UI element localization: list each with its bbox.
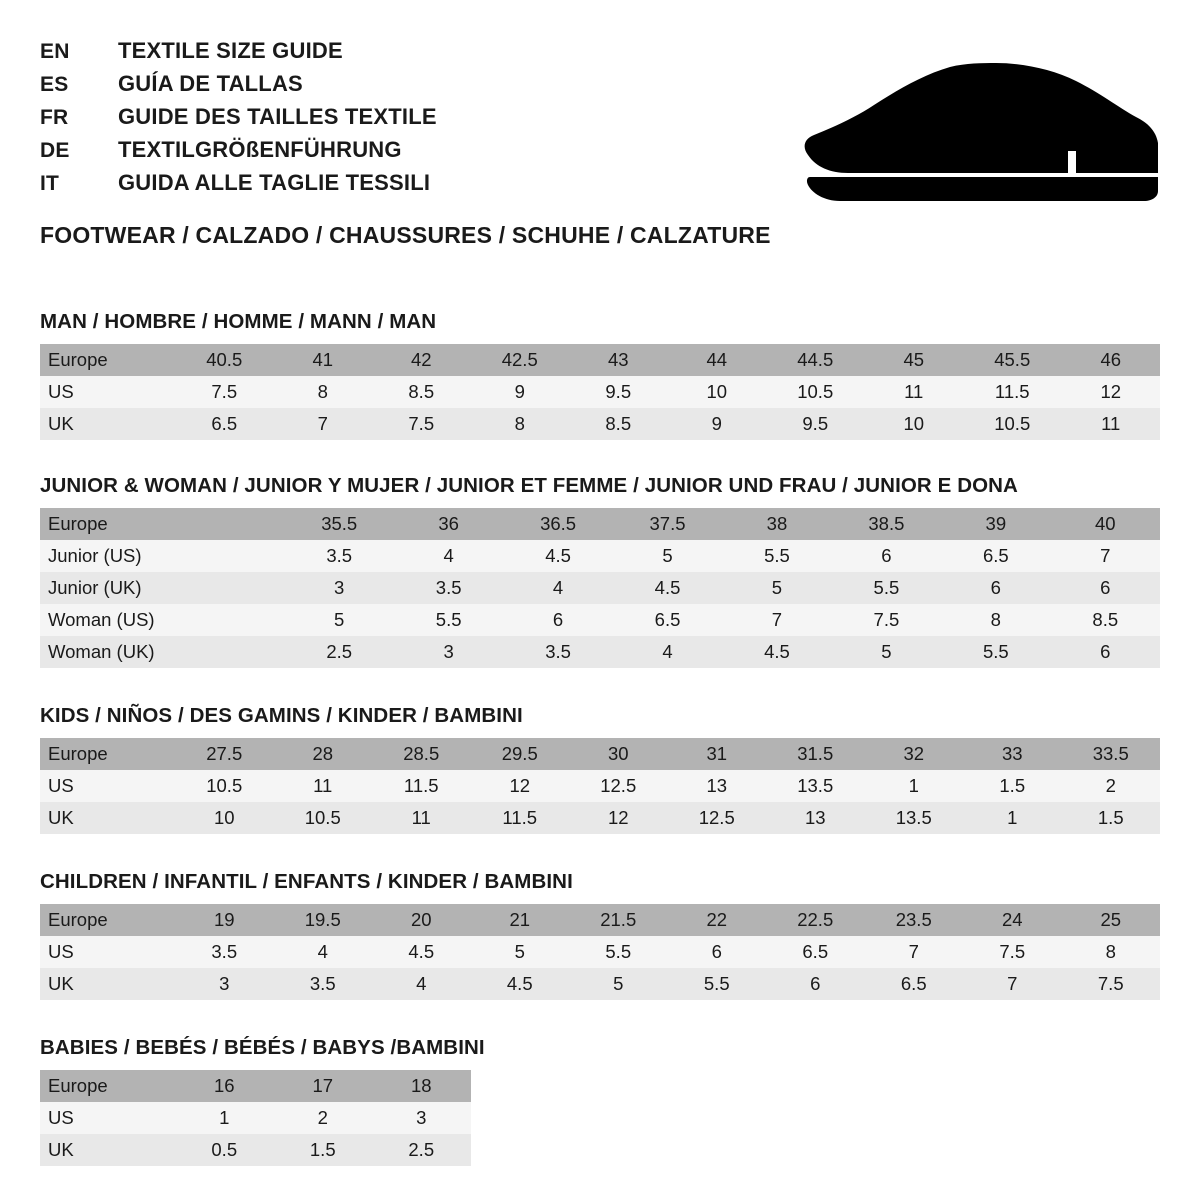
cell: 42.5 (471, 344, 570, 376)
cell: 12 (569, 802, 668, 834)
row-label: US (40, 376, 175, 408)
cell: 6 (668, 936, 767, 968)
cell: 25 (1062, 904, 1161, 936)
cell: 46 (1062, 344, 1161, 376)
cell: 44.5 (766, 344, 865, 376)
section-title-babies: BABIES / BEBÉS / BÉBÉS / BABYS /BAMBINI (40, 1036, 485, 1059)
cell: 5.5 (668, 968, 767, 1000)
table-row (40, 508, 1160, 540)
section-junior-woman (40, 474, 1160, 668)
cell: 6 (1051, 572, 1160, 604)
size-table-babies (40, 1070, 471, 1166)
cell: 5 (569, 968, 668, 1000)
cell: 40.5 (175, 344, 274, 376)
cell: 5 (832, 636, 941, 668)
cell: 12 (1062, 376, 1161, 408)
cell: 11.5 (471, 802, 570, 834)
cell: 13 (668, 770, 767, 802)
cell: 11.5 (963, 376, 1062, 408)
cell: 30 (569, 738, 668, 770)
cell: 3.5 (284, 540, 393, 572)
language-code: DE (40, 139, 70, 162)
cell: 12 (471, 770, 570, 802)
cell: 6 (941, 572, 1050, 604)
cell: 7.5 (175, 376, 274, 408)
cell: 33.5 (1062, 738, 1161, 770)
section-title-kids: KIDS / NIÑOS / DES GAMINS / KINDER / BAMBINI (40, 704, 523, 727)
cell: 5.5 (569, 936, 668, 968)
cell: 38.5 (832, 508, 941, 540)
cell: 10 (668, 376, 767, 408)
cell: 4 (613, 636, 722, 668)
cell: 1 (175, 1102, 274, 1134)
cell: 44 (668, 344, 767, 376)
language-row-it (40, 170, 437, 203)
table-row (40, 936, 1160, 968)
language-code: FR (40, 106, 69, 129)
row-label: Europe (40, 738, 175, 770)
cell: 0.5 (175, 1134, 274, 1166)
cell: 9.5 (569, 376, 668, 408)
size-table-kids (40, 738, 1160, 834)
section-babies (40, 1036, 1160, 1166)
cell: 5.5 (394, 604, 503, 636)
cell: 31.5 (766, 738, 865, 770)
row-label: Junior (US) (40, 540, 175, 572)
cell: 5.5 (722, 540, 831, 572)
table-row (40, 770, 1160, 802)
cell: 12.5 (569, 770, 668, 802)
table-row (40, 1102, 471, 1134)
cell: 4.5 (503, 540, 612, 572)
cell: 4 (274, 936, 373, 968)
row-label: US (40, 1102, 175, 1134)
cell: 16 (175, 1070, 274, 1102)
cell: 9 (668, 408, 767, 440)
cell: 5.5 (832, 572, 941, 604)
cell: 3 (284, 572, 393, 604)
table-row (40, 738, 1160, 770)
language-title: GUIDE DES TAILLES TEXTILE (118, 104, 437, 129)
language-title: GUIDA ALLE TAGLIE TESSILI (118, 170, 431, 195)
table-row (40, 540, 1160, 572)
row-label: UK (40, 1134, 175, 1166)
cell (175, 604, 284, 636)
cell: 7 (722, 604, 831, 636)
cell: 11.5 (372, 770, 471, 802)
cell: 45 (865, 344, 964, 376)
language-code: ES (40, 73, 69, 96)
language-title: TEXTILGRÖßENFÜHRUNG (118, 137, 402, 162)
cell: 1.5 (963, 770, 1062, 802)
language-code: EN (40, 40, 70, 63)
cell: 29.5 (471, 738, 570, 770)
cell (175, 636, 284, 668)
row-label: Europe (40, 1070, 175, 1102)
cell: 4.5 (471, 968, 570, 1000)
cell: 3.5 (175, 936, 274, 968)
cell: 10.5 (766, 376, 865, 408)
row-label: UK (40, 408, 175, 440)
cell: 7 (865, 936, 964, 968)
cell: 2.5 (372, 1134, 471, 1166)
section-title-children: CHILDREN / INFANTIL / ENFANTS / KINDER / BAMBINI (40, 870, 573, 893)
cell: 8.5 (372, 376, 471, 408)
cell: 4.5 (372, 936, 471, 968)
page-header (40, 30, 1160, 248)
cell: 22 (668, 904, 767, 936)
section-children (40, 870, 1160, 1000)
section-title-man: MAN / HOMBRE / HOMME / MANN / MAN (40, 310, 437, 333)
cell: 2.5 (284, 636, 393, 668)
language-row-fr (40, 104, 437, 137)
table-row (40, 904, 1160, 936)
cell: 6 (503, 604, 612, 636)
table-row (40, 1070, 471, 1102)
cell: 3.5 (274, 968, 373, 1000)
cell: 5 (471, 936, 570, 968)
row-label: UK (40, 802, 175, 834)
language-title: TEXTILE SIZE GUIDE (118, 38, 343, 63)
size-table-man (40, 344, 1160, 440)
cell: 1.5 (274, 1134, 373, 1166)
cell: 11 (372, 802, 471, 834)
cell: 3.5 (503, 636, 612, 668)
cell: 6.5 (865, 968, 964, 1000)
cell: 4 (394, 540, 503, 572)
row-label: Woman (US) (40, 604, 175, 636)
cell: 13.5 (865, 802, 964, 834)
cell: 10 (175, 802, 274, 834)
cell: 38 (722, 508, 831, 540)
cell: 28 (274, 738, 373, 770)
cell: 3.5 (394, 572, 503, 604)
cell: 11 (274, 770, 373, 802)
cell: 13.5 (766, 770, 865, 802)
cell: 10.5 (963, 408, 1062, 440)
cell: 19.5 (274, 904, 373, 936)
cell: 1 (963, 802, 1062, 834)
table-row (40, 802, 1160, 834)
cell: 6.5 (766, 936, 865, 968)
cell (175, 540, 284, 572)
cell: 40 (1051, 508, 1160, 540)
cell: 28.5 (372, 738, 471, 770)
cell: 4.5 (722, 636, 831, 668)
cell: 33 (963, 738, 1062, 770)
cell: 1 (865, 770, 964, 802)
cell: 6.5 (175, 408, 274, 440)
cell (175, 508, 284, 540)
cell (175, 572, 284, 604)
cell: 21.5 (569, 904, 668, 936)
cell: 4 (503, 572, 612, 604)
cell: 12.5 (668, 802, 767, 834)
cell: 3 (372, 1102, 471, 1134)
cell: 13 (766, 802, 865, 834)
cell: 39 (941, 508, 1050, 540)
table-row (40, 604, 1160, 636)
cell: 5 (722, 572, 831, 604)
cell: 24 (963, 904, 1062, 936)
cell: 2 (274, 1102, 373, 1134)
cell: 11 (865, 376, 964, 408)
row-label: Woman (UK) (40, 636, 175, 668)
section-kids (40, 704, 1160, 834)
cell: 5.5 (941, 636, 1050, 668)
cell: 7.5 (832, 604, 941, 636)
row-label: Europe (40, 904, 175, 936)
cell: 36 (394, 508, 503, 540)
row-label: US (40, 770, 175, 802)
cell: 2 (1062, 770, 1161, 802)
cell: 5 (284, 604, 393, 636)
cell: 35.5 (284, 508, 393, 540)
cell: 31 (668, 738, 767, 770)
cell: 7.5 (963, 936, 1062, 968)
cell: 6 (832, 540, 941, 572)
row-label: Europe (40, 344, 175, 376)
cell: 3 (175, 968, 274, 1000)
cell: 4 (372, 968, 471, 1000)
cell: 10.5 (274, 802, 373, 834)
cell: 36.5 (503, 508, 612, 540)
language-row-en (40, 38, 437, 71)
table-row (40, 968, 1160, 1000)
cell: 7 (274, 408, 373, 440)
cell: 10.5 (175, 770, 274, 802)
cell: 8.5 (1051, 604, 1160, 636)
cell: 1.5 (1062, 802, 1161, 834)
cell: 8 (471, 408, 570, 440)
cell: 6 (766, 968, 865, 1000)
table-row (40, 376, 1160, 408)
cell: 17 (274, 1070, 373, 1102)
cell: 22.5 (766, 904, 865, 936)
cell: 45.5 (963, 344, 1062, 376)
cell: 7.5 (1062, 968, 1161, 1000)
section-title-junior-woman: JUNIOR & WOMAN / JUNIOR Y MUJER / JUNIOR ET FEMME / JUNIOR UND FRAU / JUNIOR E DONA (40, 474, 1018, 497)
cell: 20 (372, 904, 471, 936)
cell: 8 (941, 604, 1050, 636)
size-table-junior-woman (40, 508, 1160, 668)
cell: 4.5 (613, 572, 722, 604)
cell: 7.5 (372, 408, 471, 440)
cell: 7 (963, 968, 1062, 1000)
cell: 3 (394, 636, 503, 668)
section-man (40, 310, 1160, 440)
dress-shoe-icon (800, 55, 1160, 205)
row-label: US (40, 936, 175, 968)
cell: 8 (1062, 936, 1161, 968)
table-row (40, 344, 1160, 376)
cell: 21 (471, 904, 570, 936)
row-label: UK (40, 968, 175, 1000)
language-code: IT (40, 172, 60, 195)
cell: 18 (372, 1070, 471, 1102)
language-title-list (40, 38, 437, 203)
cell: 32 (865, 738, 964, 770)
cell: 37.5 (613, 508, 722, 540)
cell: 43 (569, 344, 668, 376)
language-title: GUÍA DE TALLAS (118, 71, 303, 96)
cell: 8 (274, 376, 373, 408)
cell: 8.5 (569, 408, 668, 440)
category-heading: FOOTWEAR / CALZADO / CHAUSSURES / SCHUHE / CALZATURE (40, 222, 771, 248)
cell: 6 (1051, 636, 1160, 668)
cell: 41 (274, 344, 373, 376)
language-row-es (40, 71, 437, 104)
cell: 19 (175, 904, 274, 936)
size-table-children (40, 904, 1160, 1000)
cell: 7 (1051, 540, 1160, 572)
table-row (40, 572, 1160, 604)
cell: 9 (471, 376, 570, 408)
cell: 10 (865, 408, 964, 440)
table-row (40, 1134, 471, 1166)
cell: 23.5 (865, 904, 964, 936)
row-label: Junior (UK) (40, 572, 175, 604)
cell: 5 (613, 540, 722, 572)
cell: 6.5 (613, 604, 722, 636)
cell: 9.5 (766, 408, 865, 440)
row-label: Europe (40, 508, 175, 540)
cell: 27.5 (175, 738, 274, 770)
cell: 6.5 (941, 540, 1050, 572)
cell: 42 (372, 344, 471, 376)
table-row (40, 636, 1160, 668)
language-row-de (40, 137, 437, 170)
table-row (40, 408, 1160, 440)
cell: 11 (1062, 408, 1161, 440)
